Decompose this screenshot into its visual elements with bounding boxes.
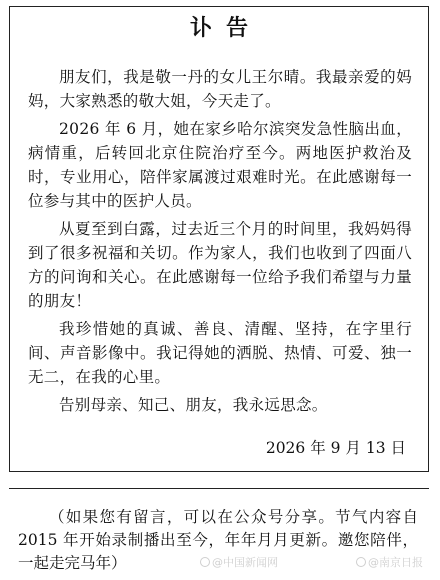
- notice-body: [28, 65, 412, 417]
- notice-date: 2026 年 9 月 13 日: [265, 439, 406, 457]
- footer-note: （如果您有留言，可以在公众号分享。节气内容自 2015 年开始录制播出至今，年年月月更新。邀您陪伴，一起走完马年）: [18, 508, 418, 572]
- watermark-left-text: @中国新闻网: [212, 556, 278, 569]
- weibo-icon: [200, 557, 210, 567]
- watermark-right-text: @南京日报: [368, 556, 423, 569]
- paragraph-memory: 我珍惜她的真诚、善良、清醒、坚持，在字里行间、声音影像中。我记得她的洒脱、热情、可爱、独一无二，在我的心里。: [28, 320, 412, 386]
- paragraph-farewell: 告别母亲、知己、朋友，我永远思念。: [59, 396, 328, 414]
- notice-title: 讣告: [189, 15, 262, 41]
- paragraph-thanks: 从夏至到白露，过去近三个月的时间里，我妈妈得到了很多祝福和关切。作为家人，我们也收到了四面八方的问询和关心。在此感谢每一位给予我们希望与力量的朋友！: [28, 220, 412, 310]
- weibo-icon: [356, 557, 366, 567]
- footer-separator: [9, 488, 429, 489]
- obituary-notice: [9, 6, 429, 472]
- paragraph-greeting: 朋友们，我是敬一丹的女儿王尔晴。我最亲爱的妈妈，大家熟悉的敬大姐，今天走了。: [28, 68, 412, 110]
- watermark-left: [200, 556, 278, 570]
- watermark-right: [356, 556, 423, 570]
- paragraph-illness: 2026 年 6 月，她在家乡哈尔滨突发急性脑出血，病情重，后转回北京住院治疗至今。两地医护救治及时，专业用心，陪伴家属渡过艰难时光。在此感谢每一位参与其中的医护人员。: [28, 120, 412, 210]
